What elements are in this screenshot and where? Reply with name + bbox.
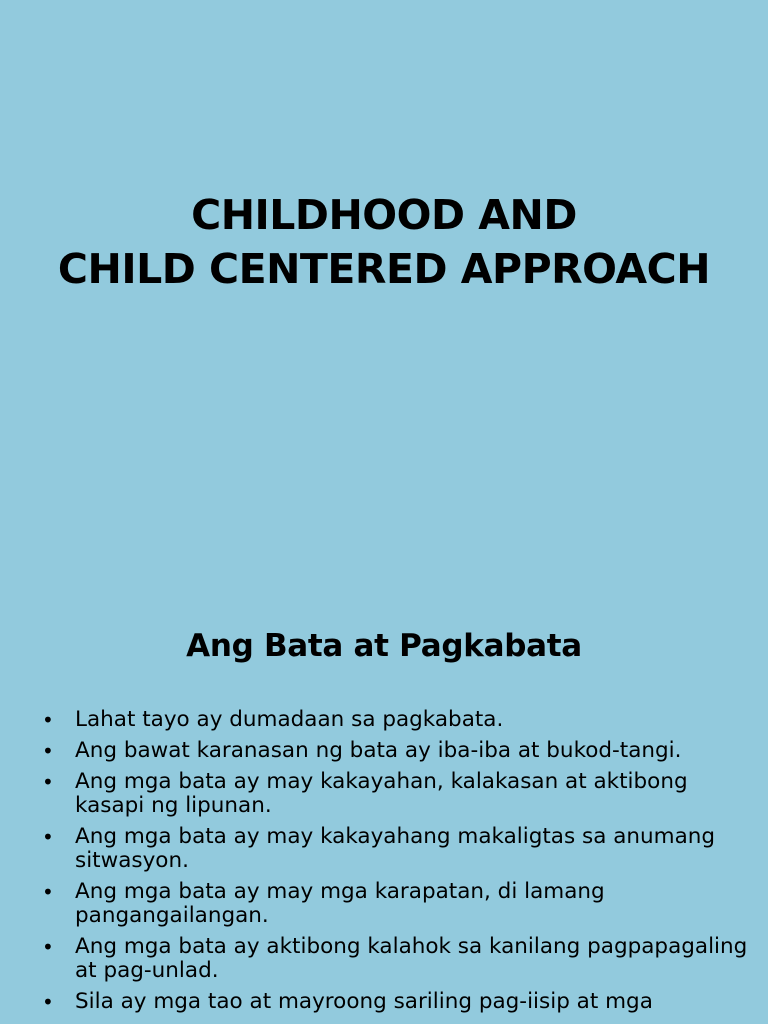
bullet-dot-icon: • xyxy=(42,935,54,959)
bullet-text: Lahat tayo ay dumadaan sa pagkabata. xyxy=(75,707,504,732)
bullet-text: Ang bawat karanasan ng bata ay iba-iba at bukod-tangi. xyxy=(75,738,682,763)
bullet-dot-icon: • xyxy=(42,990,54,1014)
bullet-dot-icon: • xyxy=(42,708,54,732)
bullet-item xyxy=(40,825,750,873)
slide-title xyxy=(0,188,768,296)
bullet-dot-icon: • xyxy=(42,880,54,904)
bullet-item xyxy=(40,739,750,763)
bullet-dot-icon: • xyxy=(42,770,54,794)
bullet-item xyxy=(40,880,750,928)
bullet-dot-icon: • xyxy=(42,825,54,849)
bullet-dot-icon: • xyxy=(42,739,54,763)
bullet-item xyxy=(40,990,750,1014)
title-line-1: CHILDHOOD AND xyxy=(191,191,577,239)
bullet-item xyxy=(40,935,750,983)
title-line-2: CHILD CENTERED APPROACH xyxy=(57,245,711,293)
bullet-item xyxy=(40,770,750,818)
bullet-item xyxy=(40,708,750,732)
bullet-text: Ang mga bata ay may kakayahan, kalakasan at aktibong kasapi ng lipunan. xyxy=(75,769,688,818)
bullet-text: Sila ay mga tao at mayroong sariling pag-iisip at mga xyxy=(75,989,653,1014)
bullet-text: Ang mga bata ay may mga karapatan, di lamang pangangailangan. xyxy=(75,879,605,928)
bullet-text: Ang mga bata ay aktibong kalahok sa kanilang pagpapagaling at pag-unlad. xyxy=(75,934,748,983)
slide-heading: Ang Bata at Pagkabata xyxy=(186,628,582,664)
content-slide xyxy=(0,576,768,1024)
bullet-text: Ang mga bata ay may kakayahang makaligtas sa anumang sitwasyon. xyxy=(75,824,716,873)
bullet-list xyxy=(40,708,750,1021)
